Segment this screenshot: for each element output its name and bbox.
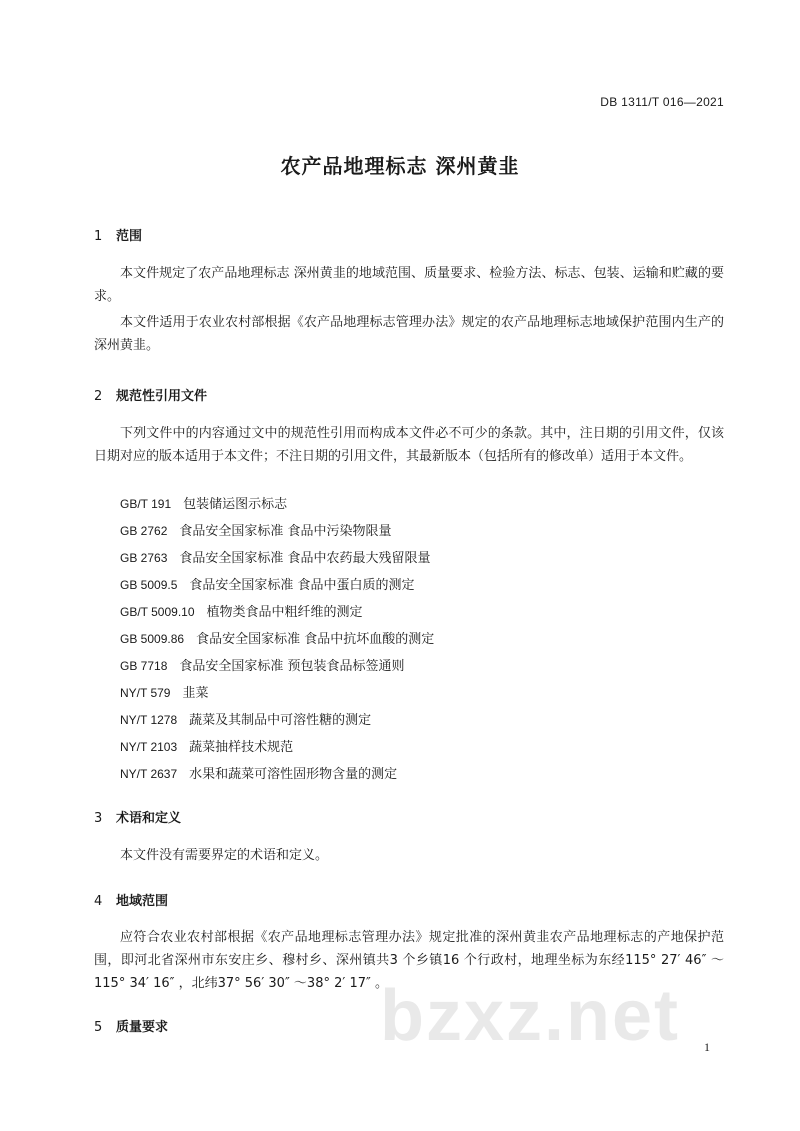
section-title: 范围 bbox=[116, 229, 143, 244]
reference-item bbox=[120, 601, 363, 620]
paragraph: 本文件没有需要界定的术语和定义。 bbox=[120, 848, 329, 863]
reference-item bbox=[120, 763, 397, 782]
reference-code: GB/T 5009.10 bbox=[120, 605, 195, 619]
reference-title: 食品安全国家标准 食品中抗坏血酸的测定 bbox=[196, 632, 435, 647]
section-heading-scope bbox=[94, 225, 142, 244]
section-title: 质量要求 bbox=[116, 1020, 169, 1035]
section-number: 5 bbox=[94, 1020, 103, 1035]
reference-code: NY/T 2103 bbox=[120, 740, 178, 754]
section-number: 3 bbox=[94, 811, 103, 826]
section-title: 地域范围 bbox=[116, 894, 169, 909]
section-heading-terms bbox=[94, 807, 181, 826]
reference-title: 蔬菜抽样技术规范 bbox=[189, 740, 294, 755]
page-number: 1 bbox=[704, 1040, 710, 1054]
reference-item bbox=[120, 493, 287, 512]
reference-title: 植物类食品中粗纤维的测定 bbox=[206, 605, 363, 620]
reference-code: GB 5009.86 bbox=[120, 632, 185, 646]
reference-item bbox=[120, 655, 405, 674]
reference-item bbox=[120, 574, 415, 593]
section-heading-geographic-area bbox=[94, 890, 168, 909]
paragraph: 本文件规定了农产品地理标志 深州黄韭的地域范围、质量要求、检验方法、标志、包装、运输和贮藏的要求。 bbox=[94, 266, 724, 304]
reference-code: NY/T 579 bbox=[120, 686, 171, 700]
paragraph: 下列文件中的内容通过文中的规范性引用而构成本文件必不可少的条款。其中，注日期的引用文件，仅该日期对应的版本适用于本文件；不注日期的引用文件，其最新版本（包括所有的修改单）适用于本文件。 bbox=[94, 426, 724, 464]
reference-item bbox=[120, 520, 392, 539]
reference-code: GB/T 191 bbox=[120, 497, 172, 511]
paragraph: 本文件适用于农业农村部根据《农产品地理标志管理办法》规定的农产品地理标志地域保护范围内生产的深州黄韭。 bbox=[94, 315, 724, 353]
reference-title: 食品安全国家标准 食品中农药最大残留限量 bbox=[179, 551, 431, 566]
reference-item bbox=[120, 682, 209, 701]
reference-code: GB 7718 bbox=[120, 659, 168, 673]
section-heading-quality bbox=[94, 1016, 168, 1035]
section-number: 4 bbox=[94, 894, 103, 909]
reference-code: GB 2763 bbox=[120, 551, 168, 565]
reference-item bbox=[120, 547, 431, 566]
reference-item bbox=[120, 736, 293, 755]
reference-title: 蔬菜及其制品中可溶性糖的测定 bbox=[189, 713, 372, 728]
standard-number: DB 1311/T 016—2021 bbox=[600, 95, 724, 109]
reference-title: 韭菜 bbox=[182, 686, 209, 701]
reference-code: GB 2762 bbox=[120, 524, 168, 538]
paragraph: 应符合农业农村部根据《农产品地理标志管理办法》规定批准的深州黄韭农产品地理标志的产地保护范围，即河北省深州市东安庄乡、穆村乡、深州镇共3 个乡镇16 个行政村，地理坐标为东经115° 27′ 46″ ～115° 34′ 16″ ，北纬37° 56′ 30″ ～38° 2′ 17″ 。 bbox=[94, 930, 724, 991]
reference-title: 食品安全国家标准 食品中蛋白质的测定 bbox=[189, 578, 415, 593]
watermark: bzxz.net bbox=[380, 976, 681, 1056]
section-title: 术语和定义 bbox=[116, 811, 182, 826]
reference-code: GB 5009.5 bbox=[120, 578, 178, 592]
reference-item bbox=[120, 709, 371, 728]
reference-title: 食品安全国家标准 预包装食品标签通则 bbox=[179, 659, 405, 674]
section-number: 1 bbox=[94, 229, 103, 244]
section-number: 2 bbox=[94, 389, 103, 404]
reference-title: 包装储运图示标志 bbox=[183, 497, 288, 512]
reference-code: NY/T 1278 bbox=[120, 713, 178, 727]
section-title: 规范性引用文件 bbox=[116, 389, 208, 404]
reference-title: 食品安全国家标准 食品中污染物限量 bbox=[179, 524, 392, 539]
reference-title: 水果和蔬菜可溶性固形物含量的测定 bbox=[189, 767, 398, 782]
reference-code: NY/T 2637 bbox=[120, 767, 178, 781]
document-title: 农产品地理标志 深州黄韭 bbox=[280, 154, 520, 178]
reference-item bbox=[120, 628, 434, 647]
section-heading-normative-references bbox=[94, 385, 207, 404]
